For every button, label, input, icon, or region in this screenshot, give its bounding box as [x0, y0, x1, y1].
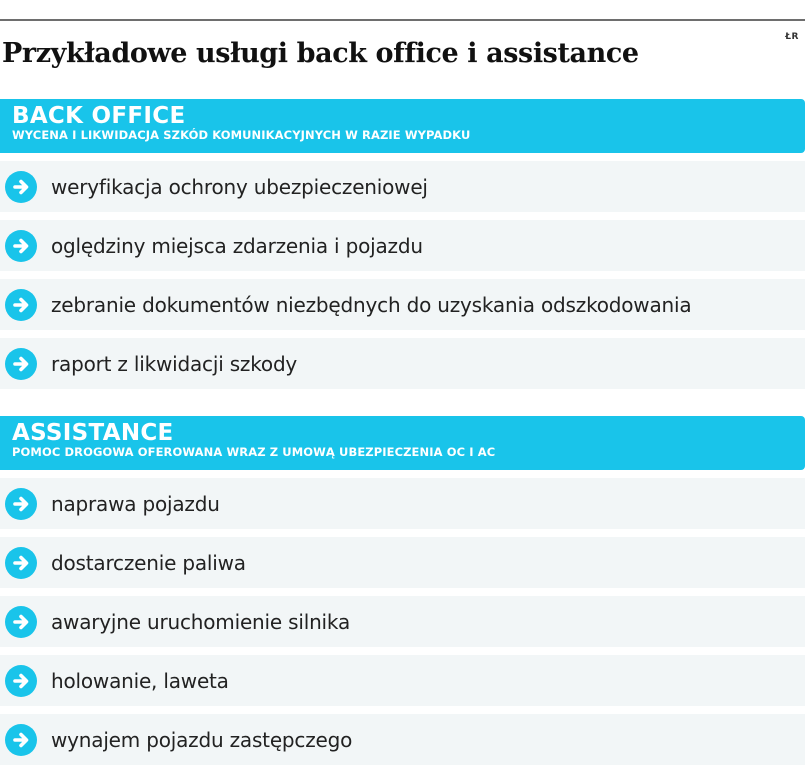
section-subtitle: POMOC DROGOWA OFEROWANA WRAZ Z UMOWĄ UBEZPIECZENIA OC I AC [12, 445, 496, 459]
item-label: zebranie dokumentów niezbędnych do uzyskania odszkodowania [51, 292, 692, 317]
service-list [0, 161, 805, 389]
arrow-right-circle-icon [3, 604, 39, 640]
item-label: dostarczenie paliwa [51, 550, 246, 575]
section-title: ASSISTANCE [12, 420, 174, 446]
list-item [0, 220, 805, 271]
item-label: wynajem pojazdu zastępczego [51, 727, 353, 752]
item-label: weryfikacja ochrony ubezpieczeniowej [51, 174, 428, 199]
section-header [0, 416, 805, 470]
arrow-right-circle-icon [3, 486, 39, 522]
arrow-right-circle-icon [3, 545, 39, 581]
arrow-right-circle-icon [3, 169, 39, 205]
arrow-right-circle-icon [3, 287, 39, 323]
arrow-right-circle-icon [3, 346, 39, 382]
section-title: BACK OFFICE [12, 103, 186, 129]
arrow-right-circle-icon [3, 663, 39, 699]
list-item [0, 655, 805, 706]
section-assistance [0, 416, 805, 765]
list-item [0, 338, 805, 389]
item-label: holowanie, laweta [51, 668, 229, 693]
service-list [0, 478, 805, 765]
section-subtitle: WYCENA I LIKWIDACJA SZKÓD KOMUNIKACYJNYCH W RAZIE WYPADKU [12, 128, 471, 142]
item-label: raport z likwidacji szkody [51, 351, 298, 376]
top-rule [0, 19, 805, 21]
list-item [0, 537, 805, 588]
list-item [0, 279, 805, 330]
page-title: Przykładowe usługi back office i assistance [2, 38, 639, 69]
arrow-right-circle-icon [3, 228, 39, 264]
list-item [0, 478, 805, 529]
author-credit: ŁR [785, 32, 799, 42]
section-back-office [0, 99, 805, 389]
arrow-right-circle-icon [3, 722, 39, 758]
list-item [0, 596, 805, 647]
section-header [0, 99, 805, 153]
list-item [0, 714, 805, 765]
item-label: oględziny miejsca zdarzenia i pojazdu [51, 233, 423, 258]
item-label: awaryjne uruchomienie silnika [51, 609, 350, 634]
item-label: naprawa pojazdu [51, 491, 220, 516]
list-item [0, 161, 805, 212]
